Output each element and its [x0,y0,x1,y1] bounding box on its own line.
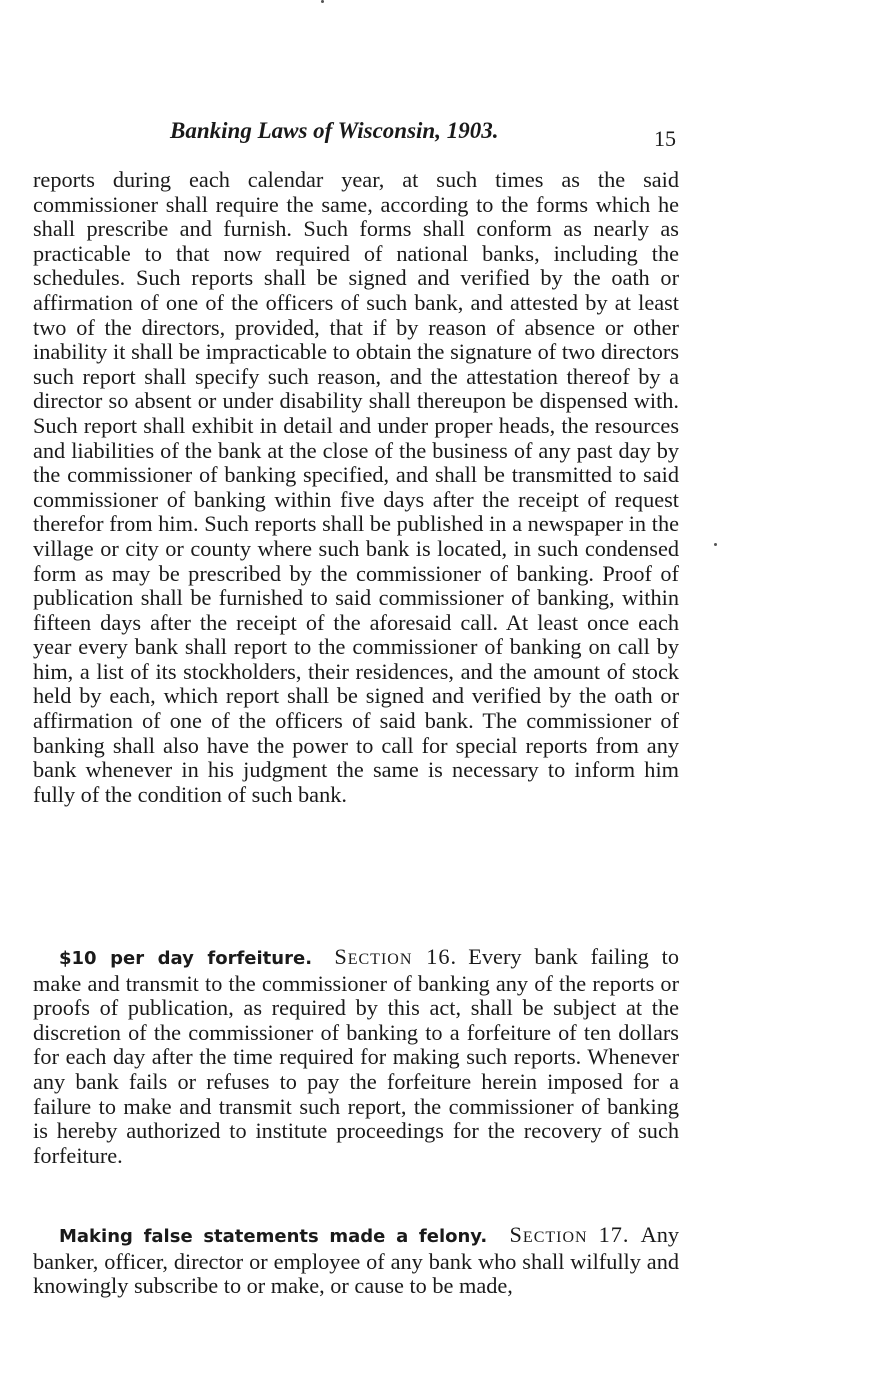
running-head [170,118,690,150]
section-16-label: Section 16. [334,944,458,969]
print-speck [321,0,324,3]
running-title: Banking Laws of Wisconsin, 1903. [170,118,499,143]
section-16-text: Every bank failing to make and transmit to the commissioner of banking any of the reports or proofs of publication, as required by this act, shall be subject at the discretion of the commissioner of banking to a forfeiture of ten dollars for each day after the time required for making such reports. Whenever any bank fails or refuses to pay the forfeiture herein imposed for a failure to make and transmit such report, the commissioner of banking is hereby authorized to institute proceedings for the recovery of such forfeiture. [33,944,679,1168]
section-17-sidenote: Making false statements made a felony. [59,1226,488,1247]
section-16-paragraph [33,945,679,1168]
section-17 [33,1223,679,1299]
section-17-paragraph [33,1223,679,1299]
section-17-label: Section 17. [509,1222,630,1247]
paragraph-text: reports during each calendar year, at such times as the said commissioner shall require the same, according to the forms which he shall prescribe and furnish. Such forms shall conform as nearly as practicable to that now required of national banks, including the schedules. Such reports shall be signed and verified by the oath or affirmation of one of the officers of such bank, and attested by at least two of the directors, provided, that if by reason of absence or other inability it shall be impracticable to obtain the signature of two directors such report shall specify such reason, and the attestation thereof by a director so absent or under disability shall thereupon be dispensed with. Such report shall exhibit in detail and under proper heads, the resources and liabilities of the bank at the close of the business of any past day by the commissioner of banking specified, and shall be transmitted to said commissioner of banking within five days after the receipt of request therefor from him. Such reports shall be published in a newspaper in the village or city or county where such bank is located, in such condensed form as may be prescribed by the commissioner of banking. Proof of publication shall be furnished to said commissioner of banking, within fifteen days after the receipt of the aforesaid call. At least once each year every bank shall report to the commissioner of banking on call by him, a list of its stockholders, their residences, and the amount of stock held by each, which report shall be signed and verified by the oath or affirmation of one of the officers of said bank. The commissioner of banking shall also have the power to call for special reports from any bank whenever in his judgment the same is necessary to inform him fully of the condition of such bank. [33,167,679,807]
paragraph-continuation [33,168,679,807]
page-number: 15 [654,126,676,151]
section-16-sidenote: $10 per day forfeiture. [59,948,313,969]
section-17-text: Any banker, officer, director or employee of any bank who shall wilfully and knowingly subscribe to or make, or cause to be made, [33,1222,679,1299]
print-speck [714,543,717,546]
section-16 [33,945,679,1168]
